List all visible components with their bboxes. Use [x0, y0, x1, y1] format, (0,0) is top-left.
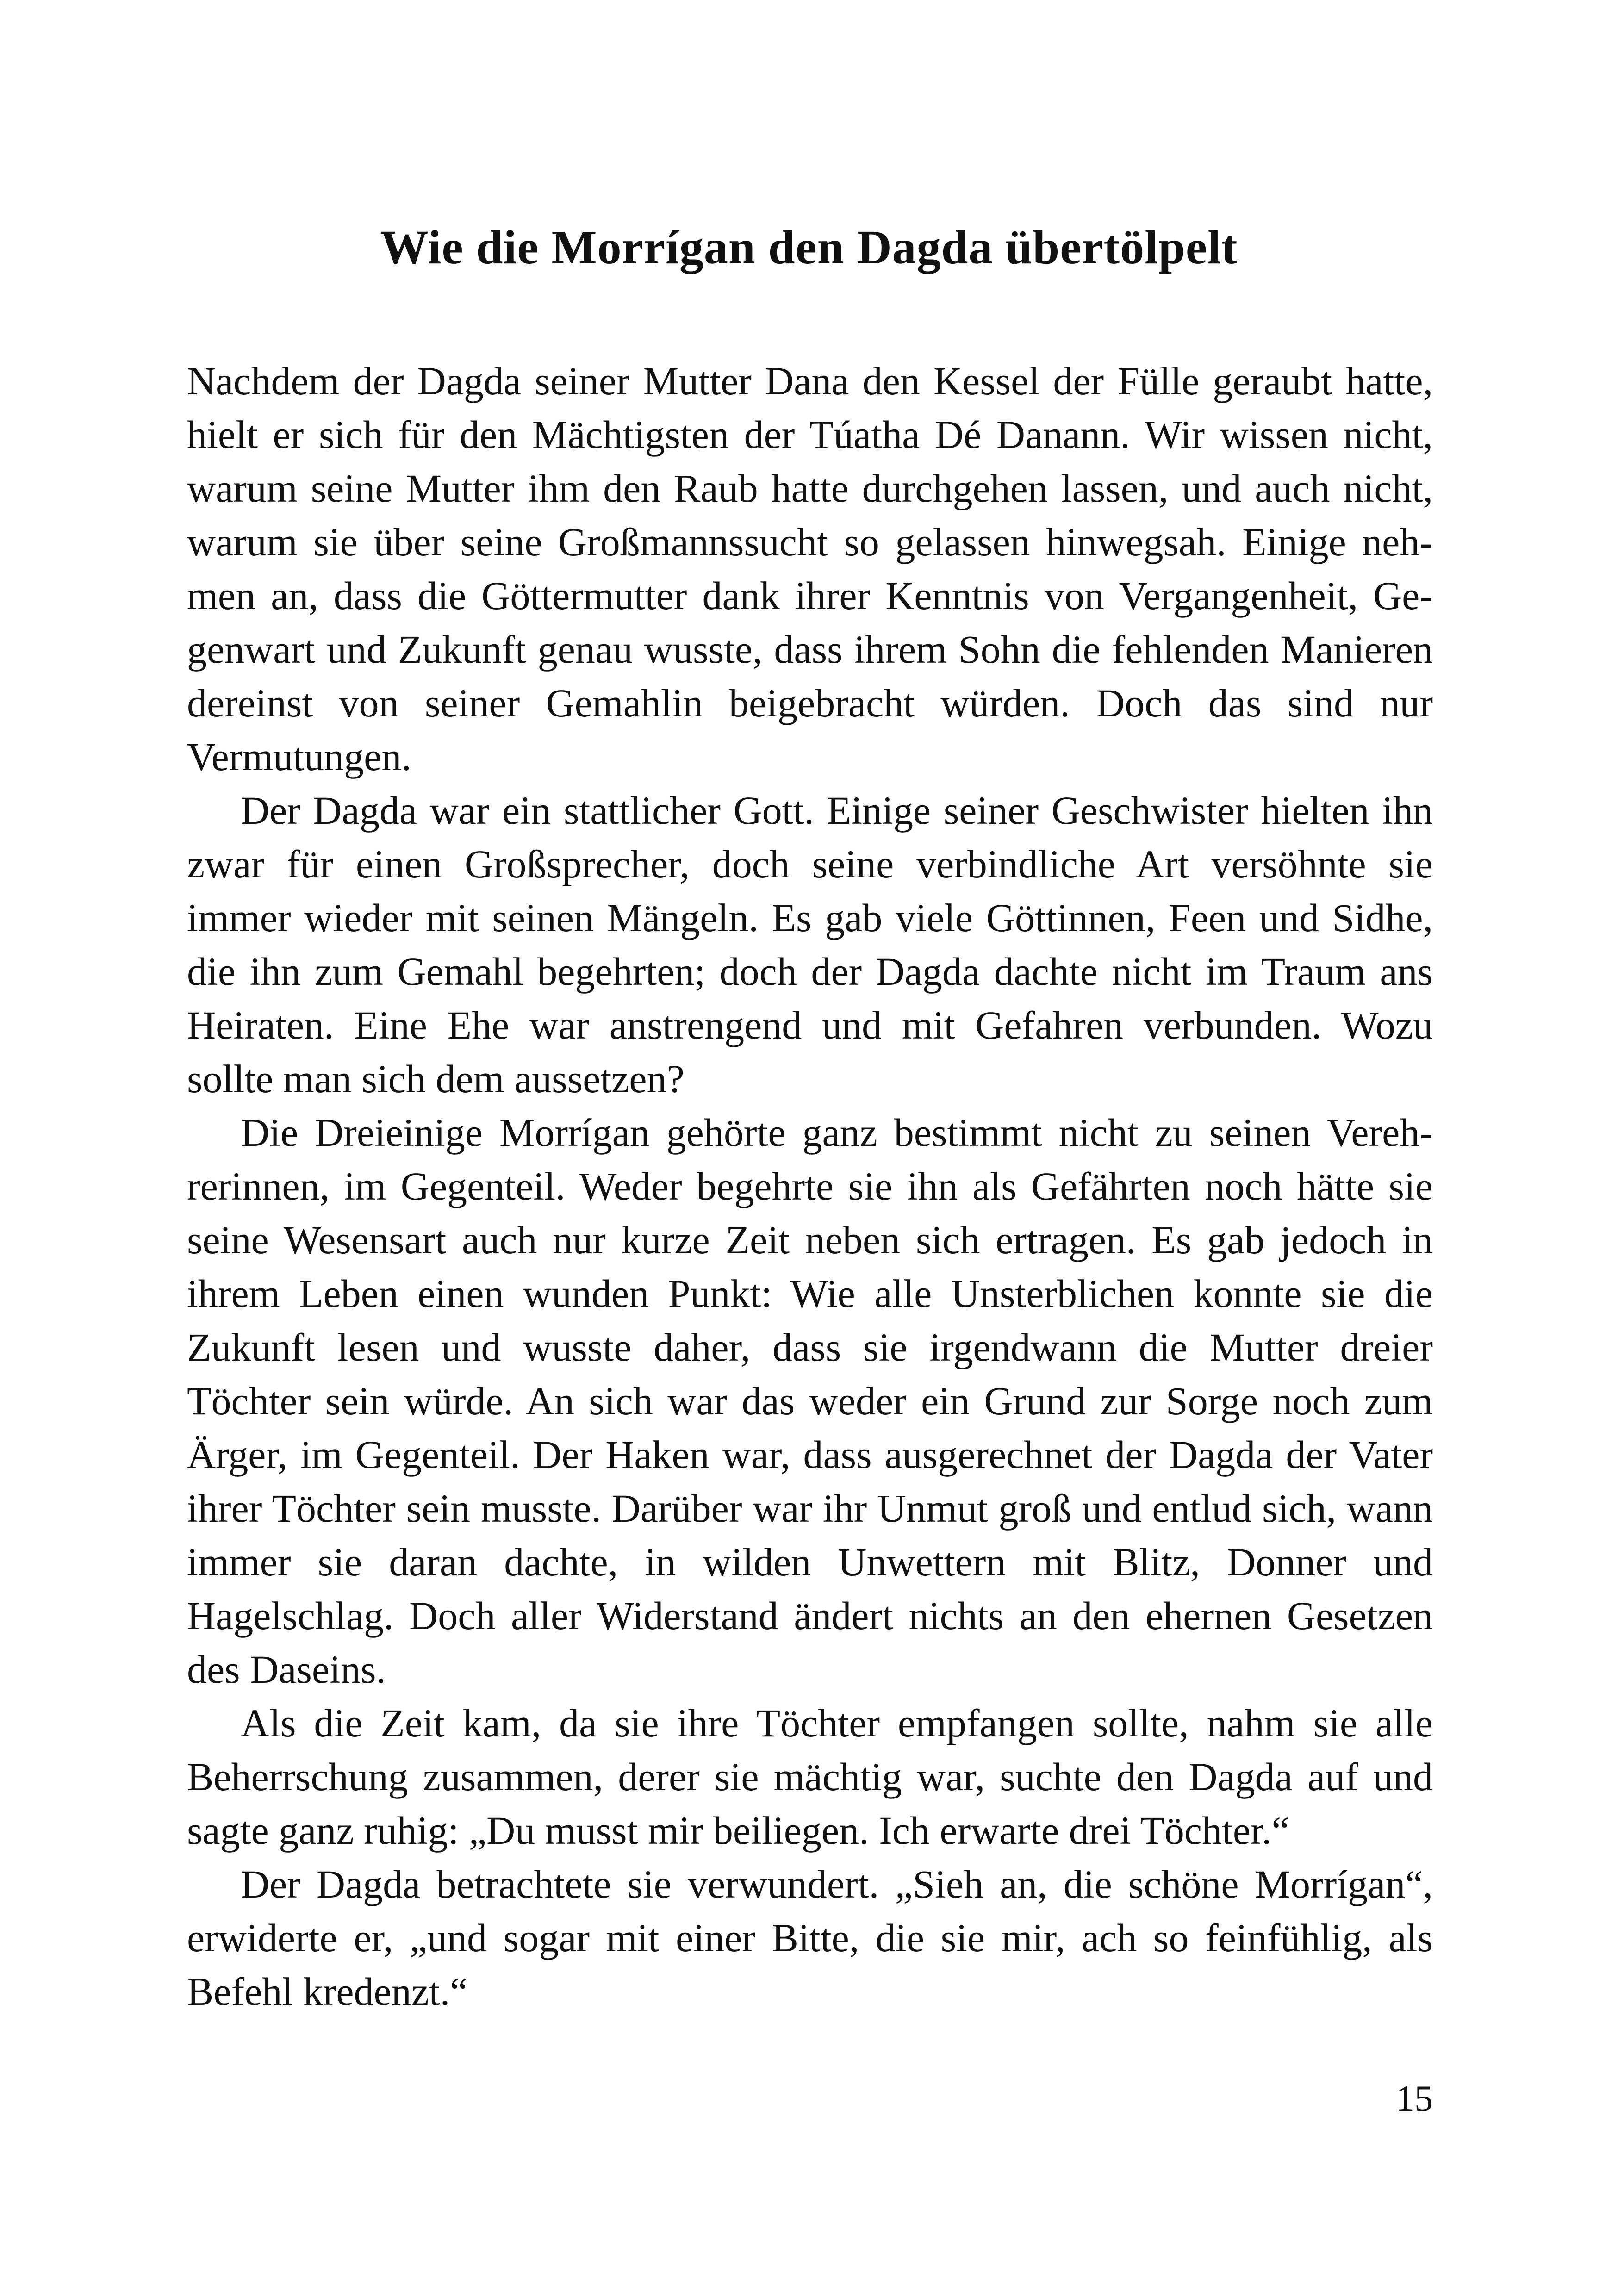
paragraph-5: Der Dagda betrachtete sie verwundert. „Sieh an, die schöne Morrígan“, erwiderte er, „und sogar mit einer Bitte, die sie mir, ach so feinfühlig, als Befehl kredenzt.“ — [187, 1862, 1433, 2014]
chapter-title: Wie die Morrígan den Dagda übertölpelt — [380, 221, 1238, 274]
paragraph-4: Als die Zeit kam, da sie ihre Töchter empfangen sollte, nahm sie alle Beherrschung zusammen, derer sie mächtig war, suchte den Dagda auf und sagte ganz ruhig: „Du musst mir beiliegen. Ich erwarte drei Töchter.“ — [187, 1701, 1433, 1853]
paragraph-2: Der Dagda war ein stattlicher Gott. Einige seiner Geschwister hielten ihn zwar für einen Großsprecher, doch seine verbindliche Art versöhnte sie immer wieder mit seinen Mängeln. Es gab viele Göttinnen, Feen und Sidhe, die ihn zum Gemahl begehrten; doch der Dagda dachte nicht im Traum ans Heiraten. Eine Ehe war anstrengend und mit Gefahren verbunden. Wozu sollte man sich dem aussetzen? — [187, 788, 1433, 1101]
paragraph-1: Nachdem der Dagda seiner Mutter Dana den Kessel der Fülle geraubt hatte, hielt er sich für den Mächtigsten der Túatha Dé Danann. Wir wissen nicht, warum seine Mutter ihm den Raub hatte durchgehen lassen, und auch nicht, warum sie über seine Großmannssucht so gelassen hinwegsah. Einige nehmen an, dass die Göttermutter dank ihrer Kenntnis von Vergangenheit, Gegenwart und Zukunft genau wusste, dass ihrem Sohn die fehlenden Manieren dereinst von seiner Gemahlin beigebracht würden. Doch das sind nur Vermutungen. — [187, 359, 1433, 779]
page-number: 15 — [1396, 2078, 1433, 2119]
paragraph-3: Die Dreieinige Morrígan gehörte ganz bestimmt nicht zu seinen Verehrerinnen, im Gegenteil. Weder begehrte sie ihn als Gefährten noch hätte sie seine Wesensart auch nur kurze Zeit neben sich ertragen. Es gab jedoch in ihrem Leben einen wunden Punkt: Wie alle Unsterblichen konnte sie die Zukunft lesen und wusste daher, dass sie irgendwann die Mutter dreier Töchter sein würde. An sich war das weder ein Grund zur Sorge noch zum Ärger, im Gegenteil. Der Haken war, dass ausgerechnet der Dagda der Vater ihrer Töchter sein musste. Darüber war ihr Unmut groß und entlud sich, wann immer sie daran dachte, in wilden Unwettern mit Blitz, Donner und Hagelschlag. Doch aller Widerstand ändert nichts an den ehernen Gesetzen des Daseins. — [187, 1110, 1433, 1692]
body-text — [187, 354, 1433, 2018]
